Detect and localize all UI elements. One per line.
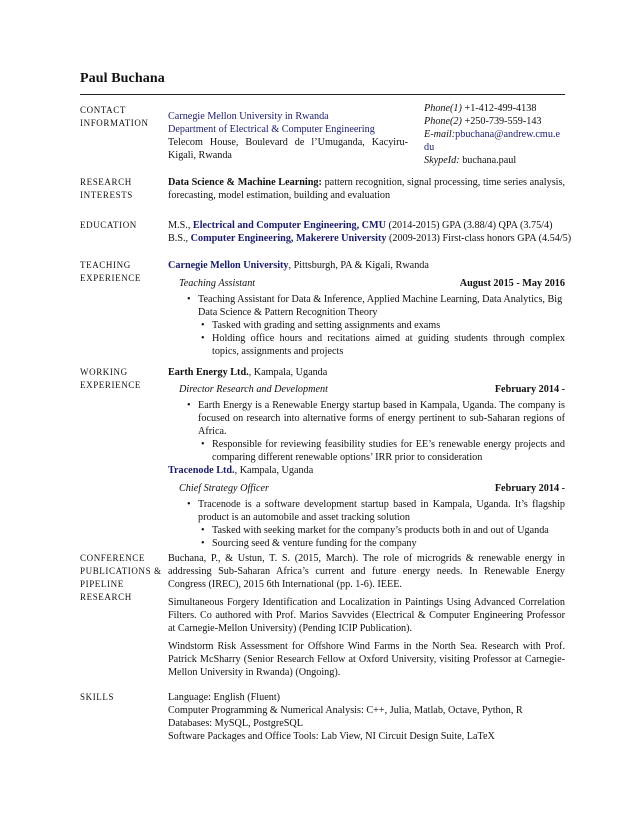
job2-bullet-1: Tracenode is a software development startup based in Kampala, Uganda. It’s flagship product is an automobile and asset tracking solution: [198, 499, 565, 523]
skills-line-software: Software Packages and Office Tools: Lab View, NI Circuit Design Suite, LaTeX: [168, 731, 495, 742]
title-rule: [80, 94, 565, 95]
teaching-label: [80, 259, 168, 285]
skype-line: [424, 154, 565, 167]
contact-label-line1: CONTACT: [80, 105, 126, 115]
job2-location: , Kampala, Uganda: [234, 465, 314, 476]
contact-label: [80, 104, 168, 130]
skype-value: buchana.paul: [462, 155, 517, 166]
job1-location: , Kampala, Uganda: [248, 367, 328, 378]
working-label: [80, 366, 168, 392]
research-body: [168, 176, 565, 202]
contact-dept: Department of Electrical & Computer Engineering: [168, 124, 375, 135]
teaching-label-line2: EXPERIENCE: [80, 273, 141, 283]
phone2-line: [424, 115, 565, 128]
phone1-line: [424, 102, 565, 115]
conference-label-line2: PUBLICATIONS &: [80, 566, 162, 576]
list-item: • Responsible for reviewing feasibility studies for EE’s renewable energy projects and comparing different renewable options’ IRR prior to consideration: [212, 438, 565, 464]
working-label-line1: WORKING: [80, 367, 128, 377]
job2-org: Tracenode Ltd.: [168, 465, 235, 476]
conference-label: [80, 552, 168, 604]
education-bs: [168, 232, 572, 245]
email-line: [424, 128, 565, 154]
conference-label-line3: PIPELINE: [80, 579, 124, 589]
phone1-label: Phone(1): [424, 103, 462, 114]
contact-right: [424, 102, 565, 167]
publication-1: Buchana, P., & Ustun, T. S. (2015, March). The role of microgrids & renewable energy in addressing Sub-Saharan Africa’s current and future energy needs. In Renewable Energy Congress (IREC), 2015 6th International (pp. 1-6). IEEE.: [168, 553, 565, 590]
conference-label-line4: RESEARCH: [80, 592, 132, 602]
working-label-line2: EXPERIENCE: [80, 380, 141, 390]
phone2-value[interactable]: +250-739-559-143: [464, 116, 542, 127]
list-item: [198, 293, 565, 358]
teaching-org: Carnegie Mellon University: [168, 260, 289, 271]
teaching-label-line1: TEACHING: [80, 260, 131, 270]
job1-org: Earth Energy Ltd.: [168, 367, 249, 378]
ms-details: (2014-2015) GPA (3.88/4) QPA (3.75/4): [388, 220, 553, 231]
contact-org: Carnegie Mellon University in Rwanda: [168, 111, 329, 122]
job2-subbullets: [198, 524, 565, 550]
teaching-date: August 2015 - May 2016: [459, 278, 565, 289]
research-label-line2: INTERESTS: [80, 190, 133, 200]
contact-address: Telecom House, Boulevard de l’Umuganda, Kacyiru-Kigali, Rwanda: [168, 137, 408, 161]
list-item: • Tasked with seeking market for the company’s products both in and out of Uganda: [212, 524, 565, 537]
job2-date: February 2014 -: [494, 483, 565, 494]
email-link[interactable]: pbuchana@andrew.cmu.edu: [424, 129, 561, 153]
teaching-bullet-1: Teaching Assistant for Data & Inference, Applied Machine Learning, Data Analytics, Big Data Science & Pattern Recognition Theory: [198, 294, 563, 318]
publication-3: Windstorm Risk Assessment for Offshore Wind Farms in the North Sea. Research with Prof. Patrick McSharry (Senior Research Fellow at Oxford University, visiting Professor at Carnegie-Mellon University in Rwanda) (Ongoing).: [168, 641, 565, 678]
email-label: E-mail:: [424, 129, 456, 140]
job1-role-row: [179, 383, 565, 396]
skype-label: SkypeId:: [424, 155, 460, 166]
teaching-role-row: [179, 277, 565, 290]
phone2-label: Phone(2): [424, 116, 462, 127]
skills-label-line1: SKILLS: [80, 692, 115, 702]
phone1-value[interactable]: +1-412-499-4138: [464, 103, 537, 114]
job1-subbullets: [198, 438, 565, 464]
education-body: [168, 219, 572, 245]
list-item: • Tasked with grading and setting assignments and exams: [212, 319, 565, 332]
bs-details: (2009-2013) First-class honors GPA (4.54/5): [389, 233, 572, 244]
job1-role: Director Research and Development: [179, 384, 328, 395]
skills-body: [168, 691, 565, 743]
education-label-line1: EDUCATION: [80, 220, 137, 230]
research-text: pattern recognition, signal processing, time series analysis, forecasting, model estimation, building and evaluation: [168, 177, 566, 201]
job2-role: Chief Strategy Officer: [179, 483, 269, 494]
conference-body: [168, 552, 565, 679]
job1-org-line: [168, 366, 565, 379]
skills-line-databases: Databases: MySQL, PostgreSQL: [168, 718, 303, 729]
teaching-bullets: [168, 293, 565, 358]
skills-line-language: Language: English (Fluent): [168, 692, 281, 703]
contact-body: [168, 110, 408, 162]
teaching-location: , Pittsburgh, PA & Kigali, Rwanda: [288, 260, 429, 271]
job2-org-line: [168, 464, 565, 477]
page-title: Paul Buchana: [80, 71, 165, 86]
list-item: [198, 498, 565, 550]
research-label-line1: RESEARCH: [80, 177, 132, 187]
ms-field: Electrical and Computer Engineering, CMU: [192, 220, 386, 231]
teaching-org-line: [168, 259, 565, 272]
job1-bullets: [168, 399, 565, 464]
contact-label-line2: INFORMATION: [80, 118, 149, 128]
ms-degree: M.S.,: [168, 220, 191, 231]
list-item: [198, 399, 565, 464]
conference-label-line1: CONFERENCE: [80, 553, 146, 563]
skills-label: [80, 691, 168, 704]
bs-degree: B.S.,: [168, 233, 189, 244]
teaching-role: Teaching Assistant: [179, 278, 256, 289]
research-label: [80, 176, 168, 202]
teaching-body: [168, 259, 565, 358]
education-ms: [168, 219, 565, 232]
bs-field: Computer Engineering, Makerere University: [190, 233, 387, 244]
publication-2: Simultaneous Forgery Identification and Localization in Paintings Using Advanced Correlation Filters. Co authored with Prof. Marios Savvides (Electrical & Computer Engineering Professor at Carnegie-Mellon University) (Pending ICIP Publication).: [168, 597, 565, 634]
teaching-subbullets: [198, 319, 565, 358]
job2-role-row: [179, 482, 565, 495]
skills-line-programming: Computer Programming & Numerical Analysis: C++, Julia, Matlab, Octave, Python, R: [168, 705, 523, 716]
job1-bullet-1: Earth Energy is a Renewable Energy startup based in Kampala, Uganda. The company is focused on research into alternative forms of energy pertinent to sub-Saharan regions of Africa.: [198, 400, 565, 437]
job1-date: February 2014 -: [494, 384, 565, 395]
job2-bullets: [168, 498, 565, 550]
education-label: [80, 219, 168, 232]
research-lead: Data Science & Machine Learning:: [168, 177, 322, 188]
list-item: • Holding office hours and recitations aimed at guiding students through complex topics, assignments and projects: [212, 332, 565, 358]
working-body: [168, 366, 565, 550]
list-item: • Sourcing seed & venture funding for the company: [212, 537, 565, 550]
